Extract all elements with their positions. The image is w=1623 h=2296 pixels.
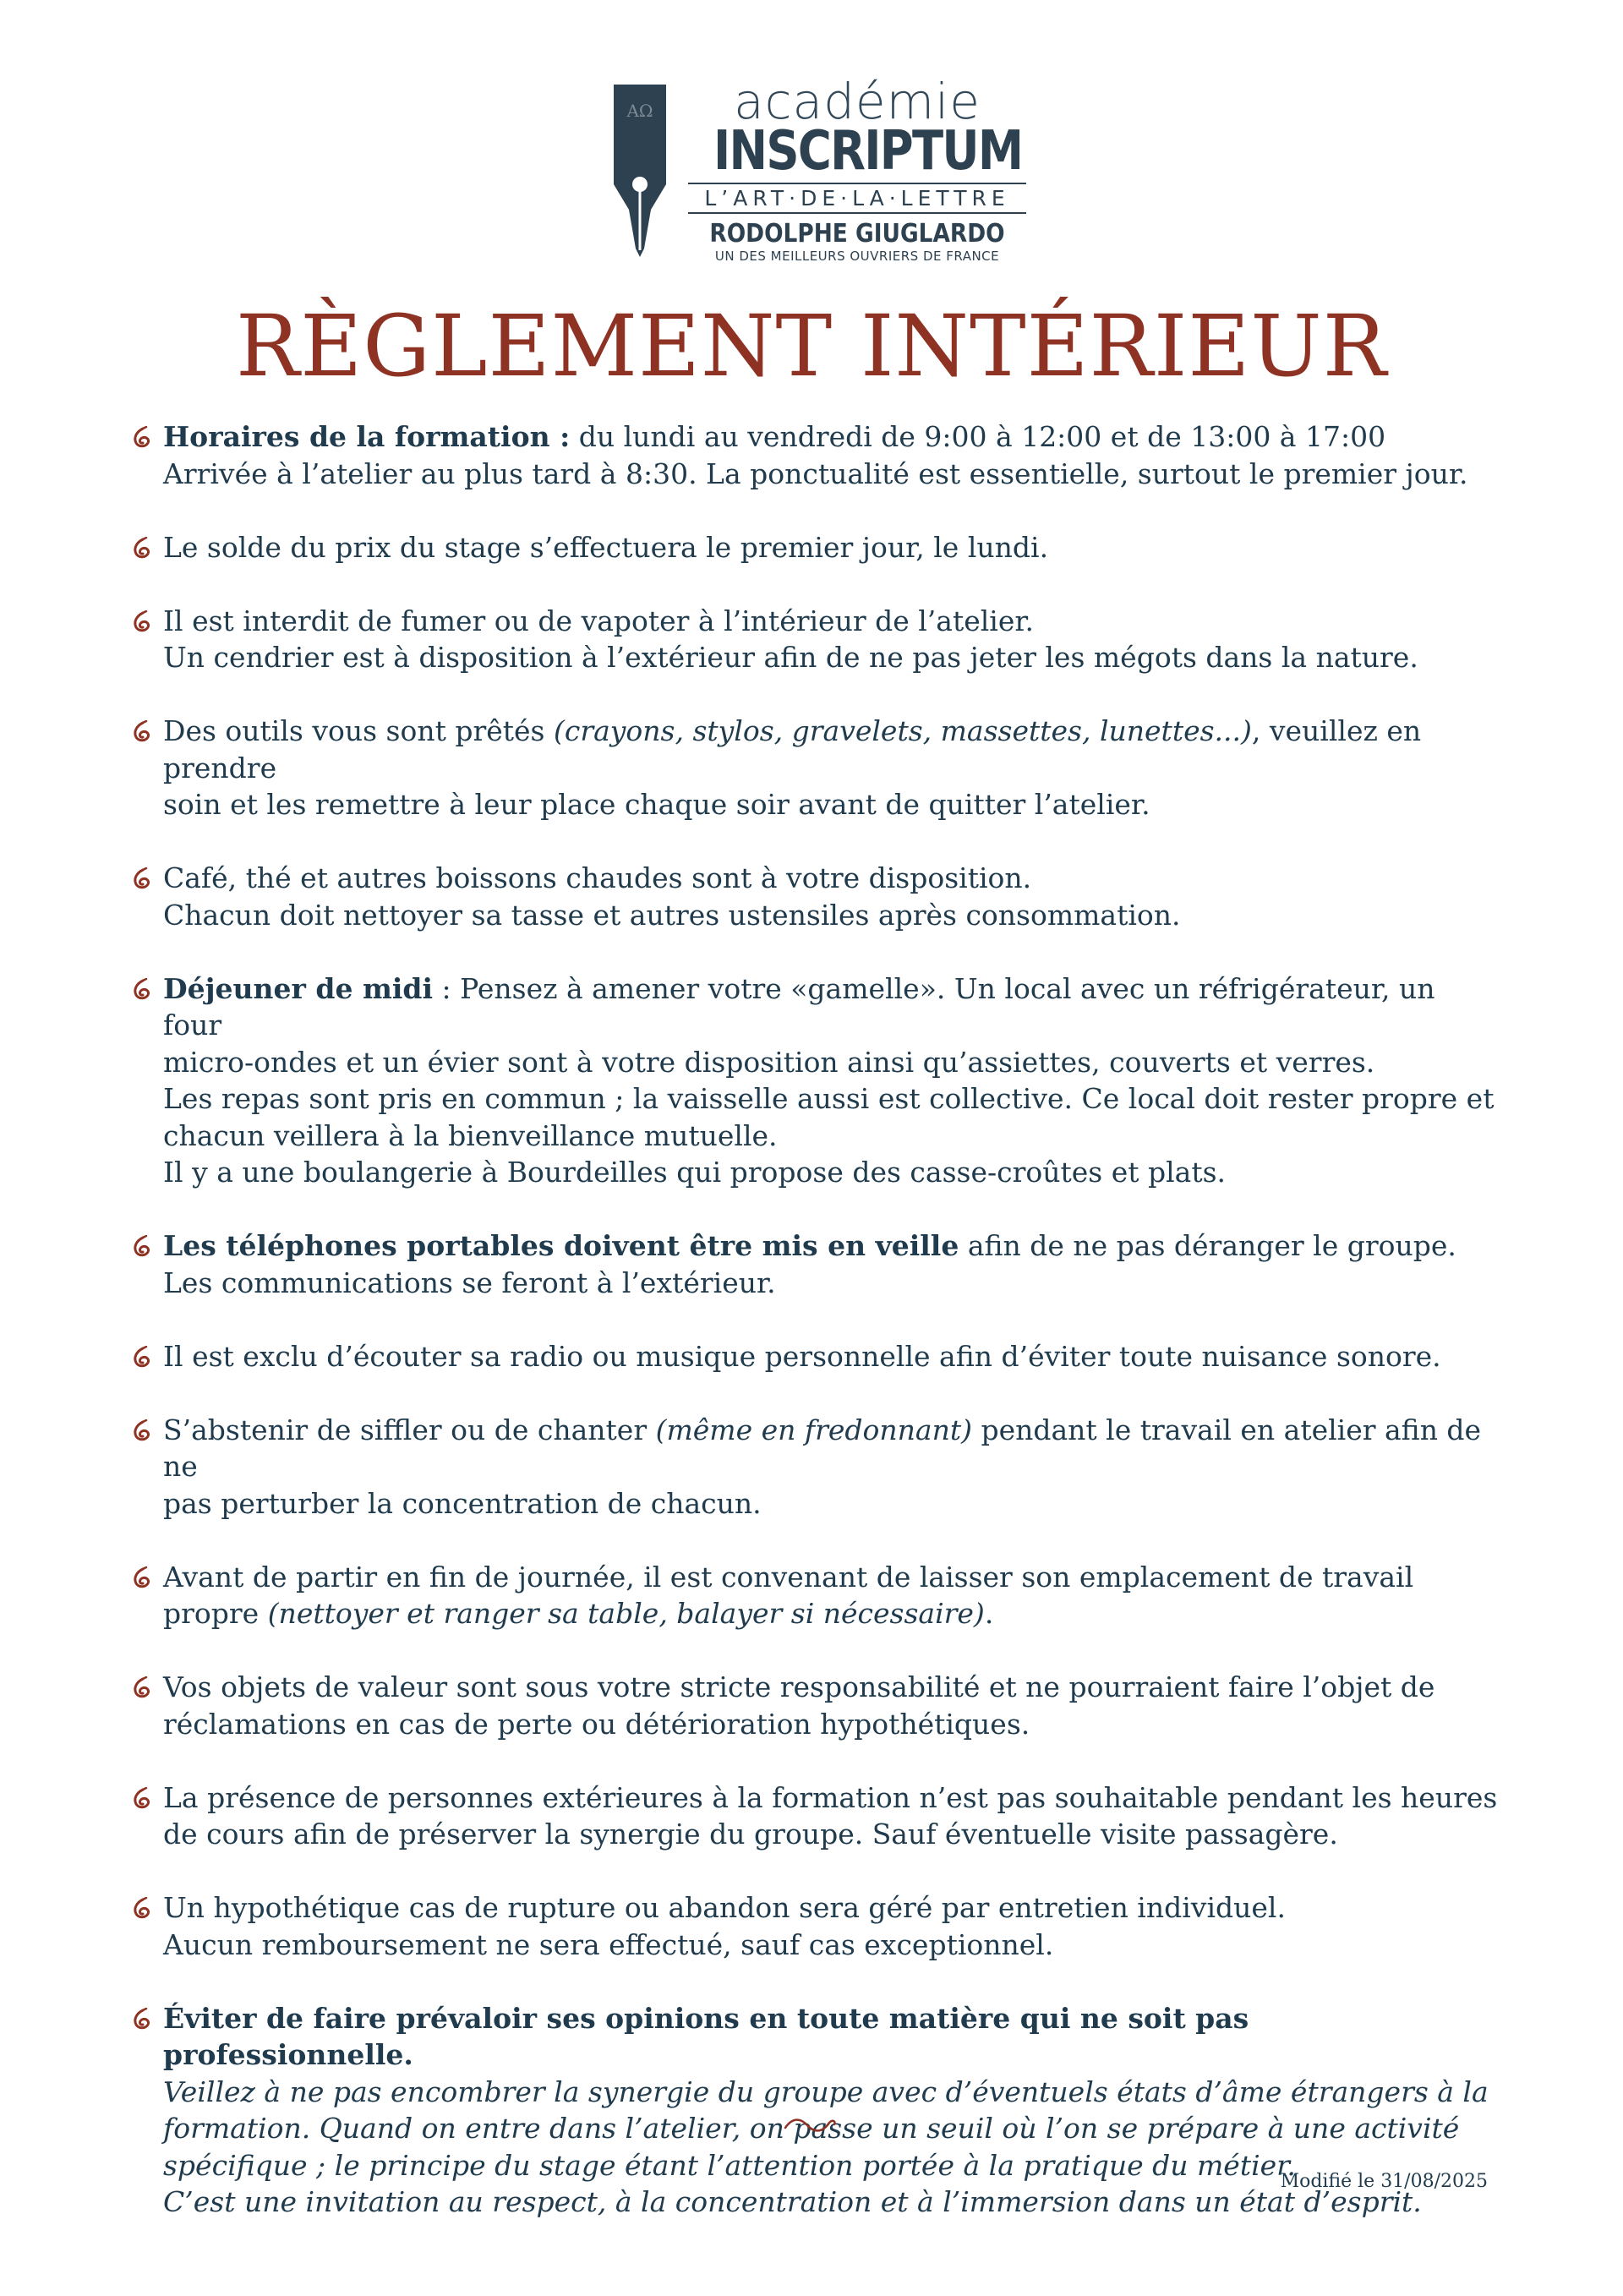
rule-text: Il y a une boulangerie à Bourdeilles qui propose des casse-croûtes et plats. [163, 1156, 1227, 1189]
rule-line [163, 1779, 1500, 1817]
rule-text: pas perturber la concentration de chacun. [163, 1486, 762, 1520]
rule-italic: Veillez à ne pas encombrer la synergie du groupe avec d’éventuels états d’âme étrangers à la [163, 2075, 1489, 2108]
rule-text: Les communications se feront à l’extérieur. [163, 1266, 776, 1299]
logo-inscriptum: INSCRIPTUM [713, 120, 1023, 183]
leaf-bullet-icon [131, 1787, 151, 1811]
rule-line [163, 1044, 1500, 1081]
rule-text: Un cendrier est à disposition à l’extérieur afin de ne pas jeter les mégots dans la nature. [163, 641, 1418, 674]
rule-line [163, 1412, 1500, 1485]
rule-text: Le solde du prix du stage s’effectuera le premier jour, le lundi. [163, 530, 1049, 564]
rule-heading: Horaires de la formation : [163, 420, 571, 453]
rule-text: afin de ne pas déranger le groupe. [959, 1229, 1456, 1262]
rule-item [131, 1889, 1500, 1963]
rule-line [163, 1154, 1500, 1191]
rule-item [131, 970, 1500, 1191]
rule-line [163, 713, 1500, 786]
rule-item [131, 1559, 1500, 1632]
leaf-bullet-icon [131, 610, 151, 634]
leaf-bullet-icon [131, 1346, 151, 1369]
rule-italic: (crayons, stylos, gravelets, massettes, lunettes...) [553, 714, 1252, 747]
pen-mark: AΩ [626, 101, 653, 121]
rule-item [131, 418, 1500, 492]
leaf-bullet-icon [131, 2008, 151, 2031]
rule-text: Avant de partir en fin de journée, il est convenant de laisser son emplacement de travail [163, 1560, 1414, 1594]
fountain-pen-nib-icon [610, 83, 669, 260]
logo-subtitle: UN DES MEILLEURS OUVRIERS DE FRANCE [714, 249, 1000, 264]
rule-text: Arrivée à l’atelier au plus tard à 8:30. La ponctualité est essentielle, surtout le premier jour. [163, 456, 1468, 490]
leaf-bullet-icon [131, 1897, 151, 1921]
rule-line [163, 456, 1500, 493]
rule-line [163, 1227, 1500, 1265]
rule-line [163, 1706, 1500, 1743]
rule-item [131, 529, 1500, 566]
rule-line [163, 1889, 1500, 1927]
rule-line [163, 1669, 1500, 1706]
leaf-bullet-icon [131, 1419, 151, 1443]
leaf-bullet-icon [131, 537, 151, 560]
rule-text: Aucun remboursement ne sera effectué, sauf cas exceptionnel. [163, 1927, 1054, 1961]
rule-line [163, 2074, 1500, 2111]
rule-item [131, 1669, 1500, 1742]
modified-date: Modifié le 31/08/2025 [1280, 2171, 1488, 2192]
rule-italic: C’est une invitation au respect, à la concentration et à l’immersion dans un état d’esprit. [163, 2185, 1422, 2218]
leaf-bullet-icon [131, 426, 151, 450]
rule-text: Il est interdit de fumer ou de vapoter à l’intérieur de l’atelier. [163, 604, 1035, 637]
rule-text: Les repas sont pris en commun ; la vaisselle aussi est collective. Ce local doit rester propre et [163, 1082, 1495, 1115]
rule-text: La présence de personnes extérieures à la formation n’est pas souhaitable pendant les heures [163, 1780, 1498, 1814]
rule-line [163, 970, 1500, 1044]
rule-line [163, 639, 1500, 676]
rule-text: propre [163, 1597, 268, 1630]
rule-line [163, 1338, 1500, 1375]
rule-item [131, 603, 1500, 676]
rule-text: Des outils vous sont prêtés [163, 714, 554, 747]
rule-line [163, 529, 1500, 566]
rules-list [131, 418, 1500, 2257]
rule-item [131, 860, 1500, 933]
logo-name: RODOLPHE GIUGLARDO [709, 219, 1005, 249]
rule-text: chacun veillera à la bienveillance mutuelle. [163, 1118, 778, 1152]
rule-italic: spécifique ; le principe du stage étant l’attention portée à la pratique du métier. [163, 2148, 1296, 2182]
leaf-bullet-icon [131, 1676, 151, 1700]
rule-text: : Pensez à amener votre «gamelle». Un local avec un réfrigérateur, un four [163, 971, 1444, 1041]
rule-text: micro-ondes et un évier sont à votre disposition ainsi qu’assiettes, couverts et verres. [163, 1045, 1375, 1079]
rule-line [163, 1118, 1500, 1155]
rule-italic: (nettoyer et ranger sa table, balayer si nécessaire) [267, 1597, 985, 1630]
rule-line [163, 418, 1500, 456]
rule-text: Vos objets de valeur sont sous votre stricte responsabilité et ne pourraient faire l’objet de [163, 1670, 1435, 1703]
leaf-bullet-icon [131, 1235, 151, 1259]
rule-text: Il est exclu d’écouter sa radio ou musique personnelle afin d’éviter toute nuisance sonore. [163, 1339, 1441, 1373]
rule-line [163, 2000, 1500, 2074]
rule-text: réclamations en cas de perte ou détérioration hypothétiques. [163, 1707, 1030, 1741]
rule-line [163, 1595, 1500, 1632]
rule-text: Chacun doit nettoyer sa tasse et autres ustensiles après consommation. [163, 898, 1181, 932]
rule-item [131, 1412, 1500, 1522]
rule-line [163, 1080, 1500, 1118]
decorative-swirl-icon [782, 2116, 838, 2135]
rule-italic: formation. Quand on entre dans l’atelier, on passe un seuil où l’on se prépare à une activité [163, 2112, 1460, 2145]
rule-line [163, 1816, 1500, 1853]
rule-item [131, 713, 1500, 823]
rule-line [163, 1485, 1500, 1522]
rule-text: . [984, 1597, 994, 1630]
rule-italic: (même en fredonnant) [655, 1413, 972, 1446]
logo-academie: académie [734, 73, 981, 130]
page-title: RÈGLEMENT INTÉRIEUR [235, 297, 1388, 396]
rule-line [163, 860, 1500, 897]
rule-heading: Déjeuner de midi [163, 971, 434, 1005]
rule-heading: Les téléphones portables doivent être mis en veille [163, 1229, 959, 1262]
rule-text: Un hypothétique cas de rupture ou abandon sera géré par entretien individuel. [163, 1891, 1286, 1924]
rule-heading: Éviter de faire prévaloir ses opinions en toute matière qui ne soit pas professionnelle. [163, 2001, 1249, 2071]
rule-text: Café, thé et autres boissons chaudes sont à votre disposition. [163, 861, 1032, 894]
leaf-bullet-icon [131, 1566, 151, 1590]
rule-line [163, 1265, 1500, 1302]
academy-logo [610, 73, 1025, 264]
rule-text: du lundi au vendredi de 9:00 à 12:00 et de 13:00 à 17:00 [570, 420, 1386, 453]
rule-item [131, 1227, 1500, 1301]
leaf-bullet-icon [131, 867, 151, 891]
logo-tagline: L’ART·DE·LA·LETTRE [688, 183, 1026, 214]
rule-text: , veuillez en prendre [163, 714, 1430, 784]
rule-item [131, 1338, 1500, 1375]
leaf-bullet-icon [131, 720, 151, 744]
rule-line [163, 603, 1500, 640]
rule-line [163, 1927, 1500, 1964]
leaf-bullet-icon [131, 978, 151, 1002]
rule-text: pendant le travail en atelier afin de ne [163, 1413, 1490, 1483]
rule-text: S’abstenir de siffler ou de chanter [163, 1413, 656, 1446]
rule-text: soin et les remettre à leur place chaque soir avant de quitter l’atelier. [163, 788, 1150, 821]
rule-line [163, 1559, 1500, 1596]
rule-line [163, 786, 1500, 823]
rule-line [163, 897, 1500, 934]
rule-item [131, 1779, 1500, 1853]
rule-text: de cours afin de préserver la synergie du groupe. Sauf éventuelle visite passagère. [163, 1818, 1338, 1850]
